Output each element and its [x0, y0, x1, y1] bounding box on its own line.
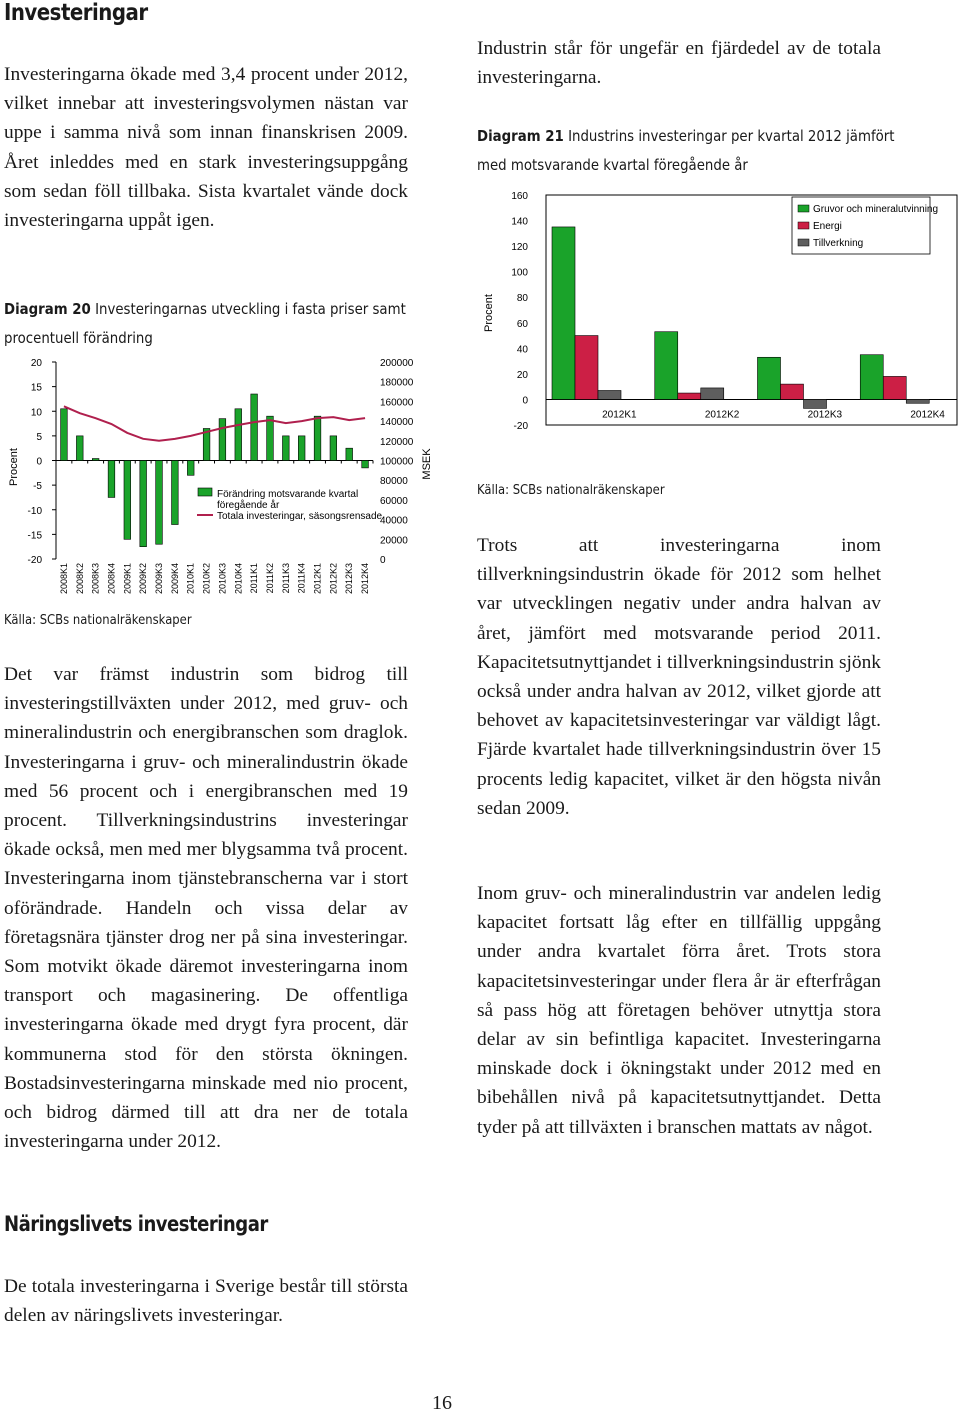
chart20-x-tick-label: 2008K4 — [106, 563, 117, 595]
chart20-x-tick-label: 2010K2 — [201, 563, 212, 595]
chart21-y-tick: 60 — [516, 318, 528, 330]
chart20-x-tick-label: 2012K4 — [360, 563, 371, 595]
chart20-bar — [187, 461, 194, 476]
chart20-y2-tick: 0 — [380, 555, 386, 566]
chart20-bar — [76, 436, 83, 461]
chart20-x-tick-label: 2009K2 — [138, 563, 149, 595]
chart21-y-tick: 40 — [516, 344, 528, 356]
chart21-bar — [804, 399, 827, 408]
chart20-legend-label: föregående år — [217, 500, 280, 511]
chart21-bar — [906, 399, 929, 403]
chart20-y2-tick: 40000 — [380, 515, 408, 527]
chart21-bar — [552, 227, 575, 400]
chart20-y2-tick: 20000 — [380, 535, 408, 547]
chart21-y-tick: 160 — [511, 191, 528, 202]
chart20-x-tick-label: 2012K3 — [344, 563, 355, 595]
chart21-y-tick: 140 — [511, 216, 528, 228]
diagram20-label: Diagram 20 — [4, 300, 91, 318]
chart20-y2-tick: 200000 — [380, 358, 414, 369]
diagram20-caption-line2: procentuell förändring — [4, 329, 153, 347]
chart21-legend-label: Gruvor och mineralutvinning — [813, 204, 939, 215]
chart21-bar — [860, 355, 883, 400]
diagram20-source: Källa: SCBs nationalräkenskaper — [4, 612, 192, 628]
page-number: 16 — [432, 1392, 452, 1414]
chart20-x-tick-label: 2009K3 — [154, 563, 165, 595]
chart20-bar — [61, 409, 68, 461]
chart21-legend-swatch — [798, 205, 809, 212]
chart21-x-tick-label: 2012K3 — [807, 409, 843, 421]
capacity-paragraph-2: Inom gruv- och mineralindustrin var andelen ledig kapacitet fortsatt låg efter en tillfällig uppgång under andra kvartalet förra året. Trots stora kapacitetsinvesteringar under flera år är efterfrågan så pass hög att företagen behöver utnyttja stora delar av sin befintliga kapacitet. Investeringarna minskade dock i ökningstakt under 2012 med en bibehållen nivå på kapacitetsutnyttjandet. Detta tyder på att tillväxten i branschen mattats av något. — [477, 883, 881, 1138]
chart20-x-tick-label: 2011K4 — [296, 563, 307, 594]
chart20-x-tick-label: 2011K1 — [249, 563, 260, 594]
diagram20-caption — [4, 295, 406, 353]
chart20-y-tick: -15 — [27, 530, 42, 542]
chart20-y-tick: 10 — [30, 407, 42, 419]
chart21-y-tick: 120 — [511, 242, 528, 254]
chart20-y-tick: -10 — [27, 505, 42, 517]
chart20-y2-tick: 120000 — [380, 436, 414, 448]
chart21-x-tick-label: 2012K4 — [910, 409, 945, 421]
chart20-bar — [314, 416, 321, 460]
chart20-y-tick: -20 — [27, 555, 42, 566]
chart20-bar — [282, 436, 289, 461]
chart21-bar — [598, 391, 621, 400]
business-paragraph: De totala investeringarna i Sverige består till största delen av näringslivets investeringar. — [4, 1276, 408, 1327]
chart20-legend-label: Totala investeringar, säsongsrensade — [217, 511, 383, 522]
chart20-legend-swatch-bar — [198, 488, 212, 496]
chart21-x-tick-label: 2012K2 — [704, 409, 740, 421]
chart21-bar — [781, 384, 804, 399]
chart21-legend-swatch — [798, 222, 809, 229]
chart20-bar — [108, 461, 115, 498]
industry-paragraph: Det var främst industrin som bidrog till investeringstillväxten under 2012, med gruv- och mineralindustrin och energibranschen som draglok. Investeringarna i gruv- och mineralindustrin ökade med 56 procent och i energibranschen med 19 procent. Tillverkningsindustrins investeringar ökade också, men med mer blygsamma två procent. Investeringarna inom tjänstebranscherna var i stort oförändrade. Handeln och vissa delar av företagsnära tjänster drog ner på sina investeringar. Som motvikt ökade däremot investeringarna inom transport och magasinering. De offentliga investeringarna ökade med drygt fyra procent, där kommunerna stod för den största ökningen. Bostadsinvesteringarna minskade med nio procent, och bidrog därmed till att dra ner de totala investeringarna under 2012. — [4, 664, 408, 1153]
chart20-y2-axis-label: MSEK — [421, 448, 433, 480]
chart20-y-tick: -5 — [33, 481, 42, 493]
diagram21-caption-line2: med motsvarande kvartal föregående år — [477, 156, 748, 174]
chart21-bar — [883, 376, 906, 399]
diagram21-caption — [477, 122, 895, 180]
chart21-bar — [575, 336, 598, 400]
chart20-bar — [251, 394, 258, 460]
chart21-bar — [758, 357, 781, 399]
chart20-x-tick-label: 2011K3 — [280, 563, 291, 594]
chart21-bar — [678, 393, 701, 399]
chart20-bar — [140, 461, 147, 547]
chart21-bar — [701, 388, 724, 400]
chart20-bar — [124, 461, 131, 540]
chart20-x-tick-label: 2008K1 — [58, 563, 69, 595]
chart20-x-tick-label: 2008K3 — [90, 563, 101, 595]
chart20-x-tick-label: 2012K2 — [328, 563, 339, 595]
chart20-x-tick-label: 2011K2 — [264, 563, 275, 594]
chart20-x-tick-label: 2010K4 — [233, 563, 244, 595]
chart20-y-tick: 20 — [30, 358, 42, 369]
chart20-y2-tick: 100000 — [380, 456, 414, 468]
right-intro-paragraph: Industrin står för ungefär en fjärdedel av de totala investeringarna. — [477, 38, 881, 89]
chart20-y-tick: 5 — [36, 431, 42, 443]
chart20-y-tick: 15 — [30, 382, 42, 394]
chart21-y-tick: -20 — [513, 421, 528, 432]
chart20-bar — [156, 461, 163, 545]
chart20-legend-label: Förändring motsvarande kvartal — [217, 489, 359, 500]
chart20-y2-tick: 160000 — [380, 397, 414, 409]
chart21-y-tick: 0 — [522, 395, 528, 407]
chart21-y-tick: 100 — [511, 267, 528, 279]
chart21-legend-swatch — [798, 239, 809, 246]
chart20-bar — [346, 448, 353, 460]
section-heading-investeringar: Investeringar — [4, 0, 148, 26]
chart20-y2-tick: 140000 — [380, 417, 414, 429]
section-heading-naringslivets-investeringar: Näringslivets investeringar — [4, 1212, 268, 1236]
chart21-y-tick: 20 — [516, 369, 528, 381]
chart-industry-investments — [476, 185, 960, 435]
chart21-bar — [655, 332, 678, 400]
chart20-x-tick-label: 2009K1 — [122, 563, 133, 595]
chart21-legend-label: Tillverkning — [813, 238, 864, 249]
chart20-bar — [235, 409, 242, 461]
chart20-bar — [92, 459, 99, 461]
chart20-x-tick-label: 2010K3 — [217, 563, 228, 595]
chart20-x-tick-label: 2008K2 — [74, 563, 85, 595]
chart20-y-tick: 0 — [36, 456, 42, 468]
chart20-bar — [172, 461, 179, 525]
diagram21-source: Källa: SCBs nationalräkenskaper — [477, 482, 665, 498]
chart21-y-axis-label: Procent — [483, 294, 495, 332]
chart21-legend-label: Energi — [813, 221, 842, 232]
chart20-bar — [330, 436, 337, 461]
chart21-y-tick: 80 — [516, 293, 528, 305]
capacity-paragraph-1: Trots att investeringarna inom tillverkningsindustrin ökade för 2012 som helhet var utvecklingen negativ under andra halvan av året, jämfört med motsvarande period 2011. Kapacitetsutnyttjandet i tillverkningsindustrin sjönk också under andra halvan av 2012, vilket gjorde att behovet av kapacitetsinvesteringar var väldigt lågt. Fjärde kvartalet hade tillverkningsindustrin över 15 procents ledig kapacitet, vilket är den högsta nivån sedan 2009. — [477, 535, 881, 819]
diagram20-caption-line1: Investeringarnas utveckling i fasta priser samt — [95, 300, 406, 318]
diagram21-caption-line1: Industrins investeringar per kvartal 2012 jämfört — [568, 127, 895, 145]
chart20-y2-tick: 180000 — [380, 377, 414, 389]
chart20-y2-tick: 80000 — [380, 476, 408, 488]
chart20-bar — [219, 419, 226, 461]
chart20-bar — [362, 461, 369, 468]
chart-investment-development — [0, 352, 450, 602]
intro-paragraph: Investeringarna ökade med 3,4 procent under 2012, vilket innebar att investeringsvolymen nästan var uppe i samma nivå som innan finanskrisen 2009. Året inleddes med en stark investeringsuppgång som sedan föll tillbaka. Sista kvartalet vände dock investeringarna uppåt igen. — [4, 64, 408, 232]
chart20-x-tick-label: 2012K1 — [312, 563, 323, 595]
chart20-bar — [267, 416, 274, 460]
diagram21-label: Diagram 21 — [477, 127, 564, 145]
chart20-x-tick-label: 2010K1 — [185, 563, 196, 595]
chart21-x-tick-label: 2012K1 — [602, 409, 637, 421]
chart20-y2-tick: 60000 — [380, 495, 408, 507]
chart20-bar — [298, 436, 305, 461]
chart20-x-tick-label: 2009K4 — [169, 563, 180, 595]
chart20-y-axis-label: Procent — [8, 448, 20, 486]
